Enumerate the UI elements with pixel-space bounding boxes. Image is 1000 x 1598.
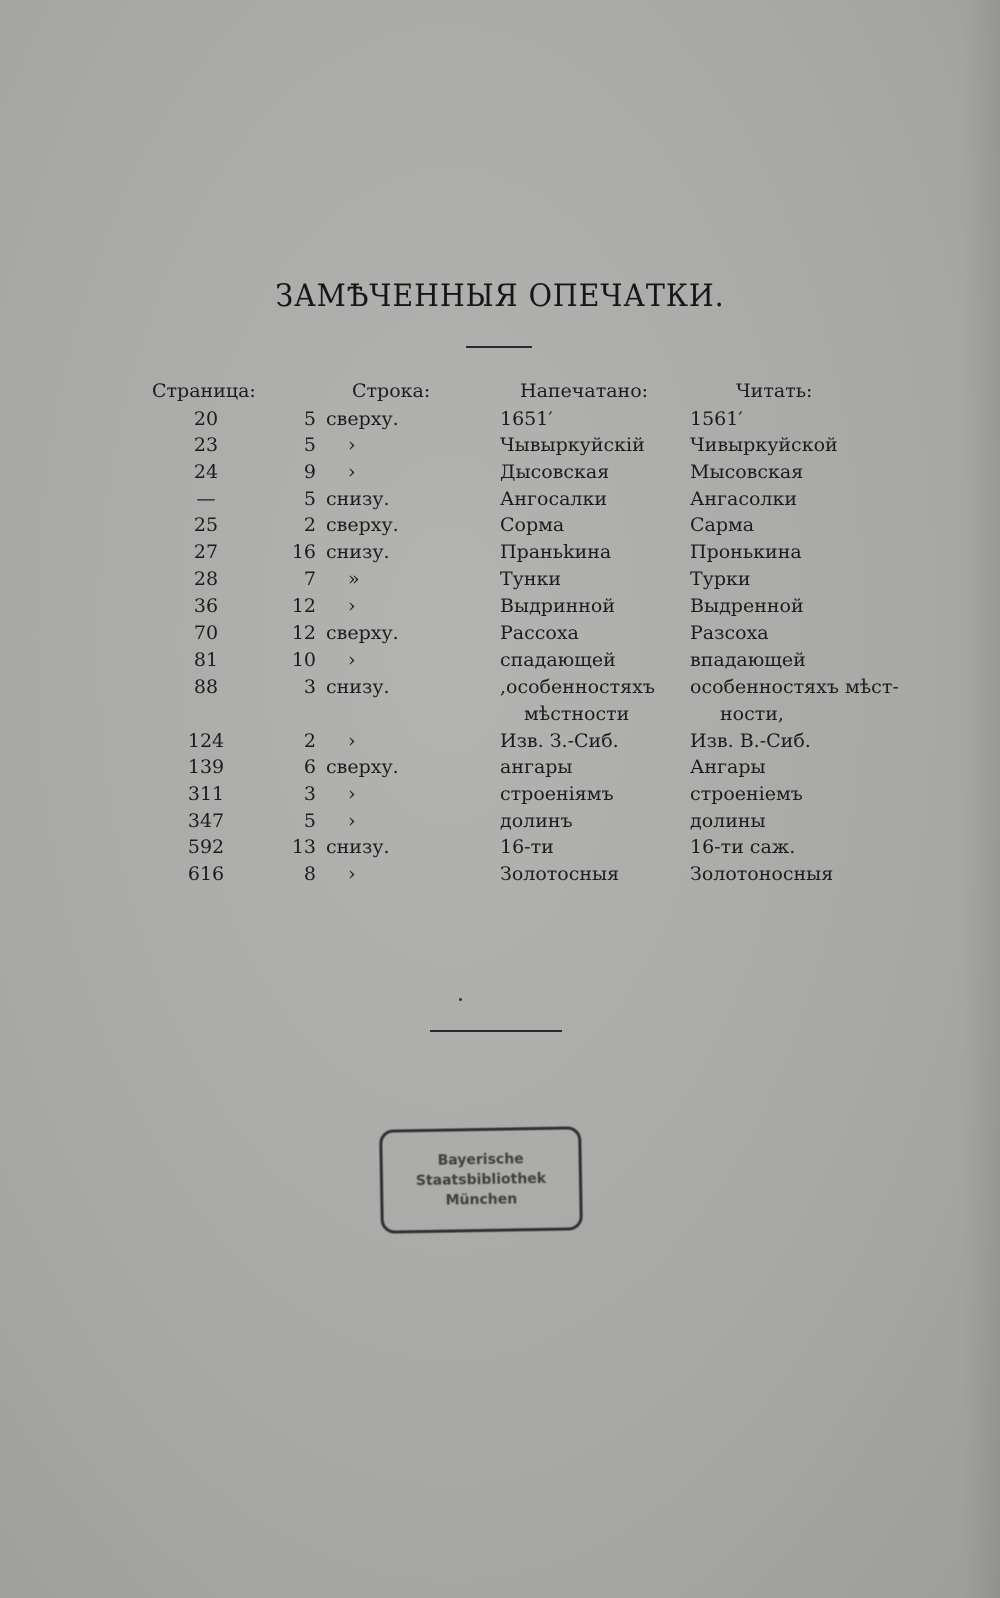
row-printed: Изв. З.-Сиб.	[500, 730, 619, 752]
title-divider	[466, 346, 532, 348]
row-printed: 16-ти	[500, 836, 554, 858]
row-page: 124	[187, 730, 225, 752]
row-line-number: 6	[303, 756, 316, 778]
row-line-position: ›	[348, 649, 356, 671]
row-printed: Выдринной	[500, 595, 616, 617]
header-line: Строка:	[352, 380, 431, 402]
row-printed: ,особенностяхъ	[500, 676, 655, 698]
row-page: 20	[193, 408, 219, 430]
row-read: Чивыркуйской	[690, 434, 838, 456]
row-line-position: сверху.	[326, 514, 399, 536]
row-printed: Дысовская	[500, 461, 610, 483]
row-read: Изв. В.-Сиб.	[690, 730, 811, 752]
row-line-position: ›	[348, 863, 356, 885]
row-line-number: 5	[303, 810, 316, 832]
row-line-position: ›	[348, 783, 356, 805]
row-page: 139	[187, 756, 225, 778]
row-line-position: ›	[348, 434, 356, 456]
row-printed: Праньkина	[500, 541, 612, 563]
row-read: долины	[690, 810, 766, 832]
row-line-position: ›	[348, 461, 356, 483]
row-printed: Сорма	[500, 514, 565, 536]
row-read: Сарма	[690, 514, 755, 536]
row-line-position: сверху.	[326, 756, 399, 778]
row-printed: Тунки	[500, 568, 562, 590]
row-read: впадающей	[690, 649, 806, 671]
row-printed: 1651′	[500, 408, 553, 430]
row-read: Выдренной	[690, 595, 804, 617]
row-page: 28	[193, 568, 219, 590]
row-printed: Золотосныя	[500, 863, 620, 885]
row-line-number: 8	[303, 863, 316, 885]
row-line-number: 16	[291, 541, 316, 563]
row-read: Ангасолки	[690, 488, 798, 510]
library-stamp	[379, 1126, 583, 1234]
ink-speck	[459, 998, 462, 1001]
row-line-number: 9	[303, 461, 316, 483]
row-page: 347	[187, 810, 225, 832]
row-read: 1561′	[690, 408, 743, 430]
row-read: Турки	[690, 568, 751, 590]
row-page: 81	[193, 649, 219, 671]
row-page: 27	[193, 541, 219, 563]
row-printed: спадающей	[500, 649, 616, 671]
row-line-number: 3	[303, 783, 316, 805]
row-read: строеніемъ	[690, 783, 803, 805]
row-page: 88	[193, 676, 219, 698]
row-printed: Ангосалки	[500, 488, 608, 510]
row-printed: строеніямъ	[500, 783, 614, 805]
row-line-number: 5	[303, 408, 316, 430]
row-line-position: снизу.	[326, 836, 390, 858]
row-printed: долинъ	[500, 810, 573, 832]
row-line-position: снизу.	[326, 676, 390, 698]
row-line-number: 7	[303, 568, 316, 590]
row-printed: Рассоха	[500, 622, 579, 644]
row-line-position: сверху.	[326, 408, 399, 430]
row-read: Пронькина	[690, 541, 802, 563]
row-line-number: 10	[291, 649, 316, 671]
row-printed: мѣстности	[524, 703, 630, 725]
row-line-number: 12	[291, 595, 316, 617]
row-read: Золотоносныя	[690, 863, 834, 885]
row-page: 36	[193, 595, 219, 617]
row-line-position: снизу.	[326, 488, 390, 510]
closing-divider	[430, 1030, 562, 1032]
row-page: 25	[193, 514, 219, 536]
row-page: 23	[193, 434, 219, 456]
row-line-position: ›	[348, 810, 356, 832]
row-page: 24	[193, 461, 219, 483]
row-line-number: 12	[291, 622, 316, 644]
row-read: Ангары	[690, 756, 766, 778]
row-line-position: ›	[348, 595, 356, 617]
row-read: особенностяхъ мѣст-	[690, 676, 899, 698]
row-line-number: 5	[303, 488, 316, 510]
stamp-line-3: München	[445, 1191, 518, 1209]
row-read: Мысовская	[690, 461, 804, 483]
row-page: —	[196, 488, 216, 510]
row-line-number: 5	[303, 434, 316, 456]
header-page: Страница:	[152, 380, 256, 402]
row-read: 16-ти саж.	[690, 836, 796, 858]
page-edge-shadow	[962, 0, 1000, 1598]
row-line-position: сверху.	[326, 622, 399, 644]
page-title: ЗАМѢЧЕННЫЯ ОПЕЧАТКИ.	[275, 278, 725, 314]
row-printed: Чывыркуйскій	[500, 434, 645, 456]
stamp-line-2: Staatsbibliothek	[415, 1170, 547, 1190]
row-page: 592	[187, 836, 225, 858]
row-line-number: 2	[303, 514, 316, 536]
row-line-number: 3	[303, 676, 316, 698]
row-line-position: »	[348, 568, 360, 590]
row-read: ности,	[720, 703, 784, 725]
header-read: Читать:	[736, 380, 813, 402]
header-printed: Напечатано:	[520, 380, 649, 402]
row-line-number: 13	[291, 836, 316, 858]
row-printed: ангары	[500, 756, 573, 778]
row-line-number: 2	[303, 730, 316, 752]
row-line-position: ›	[348, 730, 356, 752]
stamp-line-1: Bayerische	[437, 1151, 524, 1169]
row-page: 616	[187, 863, 225, 885]
row-line-position: снизу.	[326, 541, 390, 563]
row-page: 70	[193, 622, 219, 644]
row-read: Разсоха	[690, 622, 769, 644]
row-page: 311	[187, 783, 225, 805]
